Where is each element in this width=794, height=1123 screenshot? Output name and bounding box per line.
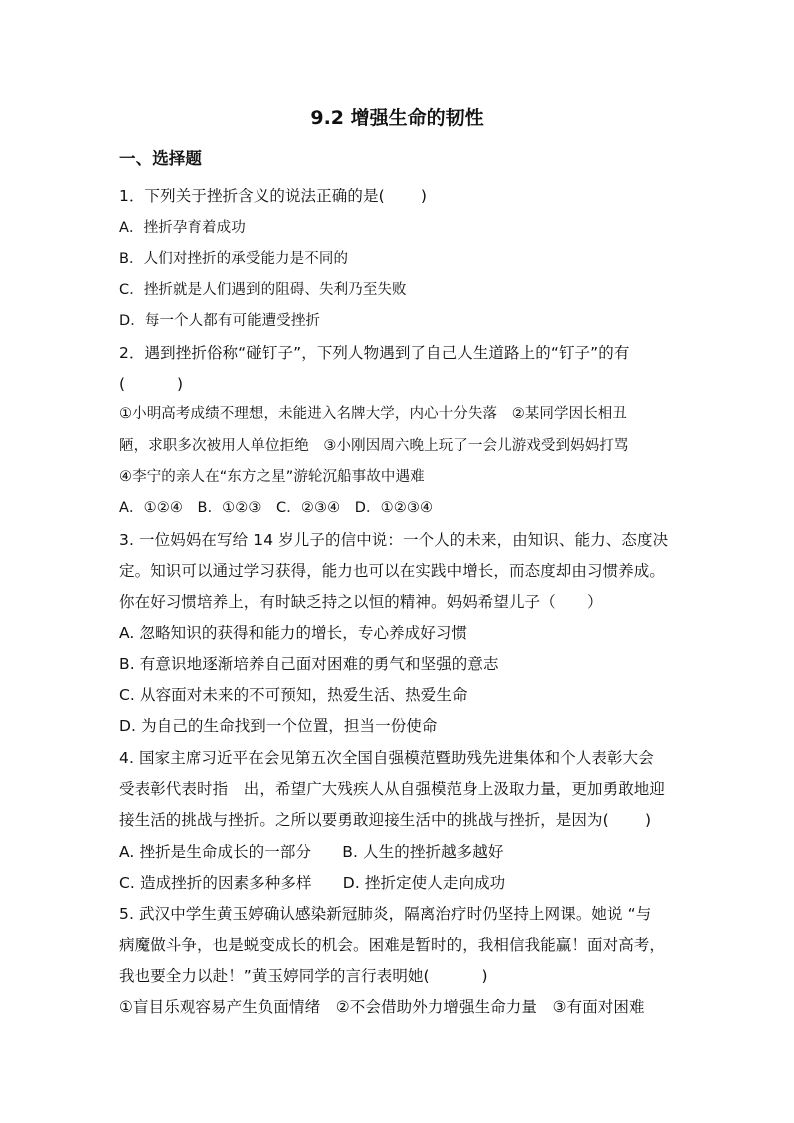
question-1-option-b: B．人们对挫折的承受能力是不同的 bbox=[119, 251, 349, 267]
question-3-option-c: C. 从容面对未来的不可预知，热爱生活、热爱生命 bbox=[119, 686, 468, 704]
question-3-option-a: A. 忽略知识的获得和能力的增长，专心养成好习惯 bbox=[119, 624, 468, 642]
question-2-statement-line: 陋，求职多次被用人单位拒绝 ③小刚因周六晚上玩了一会儿游戏受到妈妈打骂 bbox=[119, 438, 629, 454]
question-1-option-a: A．挫折孕育着成功 bbox=[119, 220, 246, 236]
question-5-line: 我也要全力以赴！”黄玉婷同学的言行表明她( ) bbox=[119, 967, 488, 985]
question-1-option-c: C．挫折就是人们遇到的阻碍、失利乃至失败 bbox=[119, 282, 407, 298]
question-3-option-d: D. 为自己的生命找到一个位置，担当一份使命 bbox=[119, 717, 438, 735]
question-2-statement-line: ①小明高考成绩不理想，未能进入名牌大学，内心十分失落 ②某同学因长相丑 bbox=[119, 406, 627, 422]
question-1-option-d: D．每一个人都有可能遭受挫折 bbox=[119, 313, 321, 329]
question-4: 4. 国家主席习近平在会见第五次全国自强模范暨助残先进集体和个人表彰大会 bbox=[119, 749, 654, 767]
question-4-line: 受表彰代表时指 出，希望广大残疾人从自强模范身上汲取力量，更加勇敢地迎 bbox=[119, 780, 666, 798]
question-4-line: 接生活的挑战与挫折。之所以要勇敢迎接生活中的挑战与挫折，是因为( ) bbox=[119, 811, 652, 829]
question-2-bracket: ( ) bbox=[119, 375, 184, 393]
question-1: 1．下列关于挫折含义的说法正确的是( ) bbox=[119, 187, 428, 205]
question-3-line: 定。知识可以通过学习获得，能力也可以在实践中增长，而态度却由习惯养成。 bbox=[119, 562, 666, 580]
question-5: 5. 武汉中学生黄玉婷确认感染新冠肺炎，隔离治疗时仍坚持上网课。她说 “与 bbox=[119, 905, 652, 923]
question-3-option-b: B. 有意识地逐渐培养自己面对困难的勇气和坚强的意志 bbox=[119, 655, 499, 673]
question-2-options: A．①②④ B．①②③ C．②③④ D．①②③④ bbox=[119, 500, 434, 516]
page-title: 9.2 增强生命的韧性 bbox=[310, 107, 484, 129]
question-2-statement-line: ④李宁的亲人在“东方之星”游轮沉船事故中遇难 bbox=[119, 469, 425, 485]
question-3: 3. 一位妈妈在写给 14 岁儿子的信中说：一个人的未来，由知识、能力、态度决 bbox=[119, 531, 669, 549]
question-5-statement-line: ①盲目乐观容易产生负面情绪 ②不会借助外力增强生命力量 ③有面对困难 bbox=[119, 998, 645, 1016]
question-5-line: 病魔做斗争，也是蜕变成长的机会。困难是暂时的，我相信我能赢！面对高考， bbox=[119, 936, 666, 954]
question-4-options-cd: C. 造成挫折的因素多种多样 D. 挫折定使人走向成功 bbox=[119, 874, 506, 892]
question-4-options-ab: A. 挫折是生命成长的一部分 B. 人生的挫折越多越好 bbox=[119, 843, 504, 861]
question-2: 2．遇到挫折俗称“碰钉子”，下列人物遇到了自己人生道路上的“钉子”的有 bbox=[119, 344, 630, 362]
question-3-line: 你在好习惯培养上，有时缺乏持之以恒的精神。妈妈希望儿子（ ） bbox=[119, 593, 603, 611]
section-heading: 一、选择题 bbox=[119, 149, 202, 168]
